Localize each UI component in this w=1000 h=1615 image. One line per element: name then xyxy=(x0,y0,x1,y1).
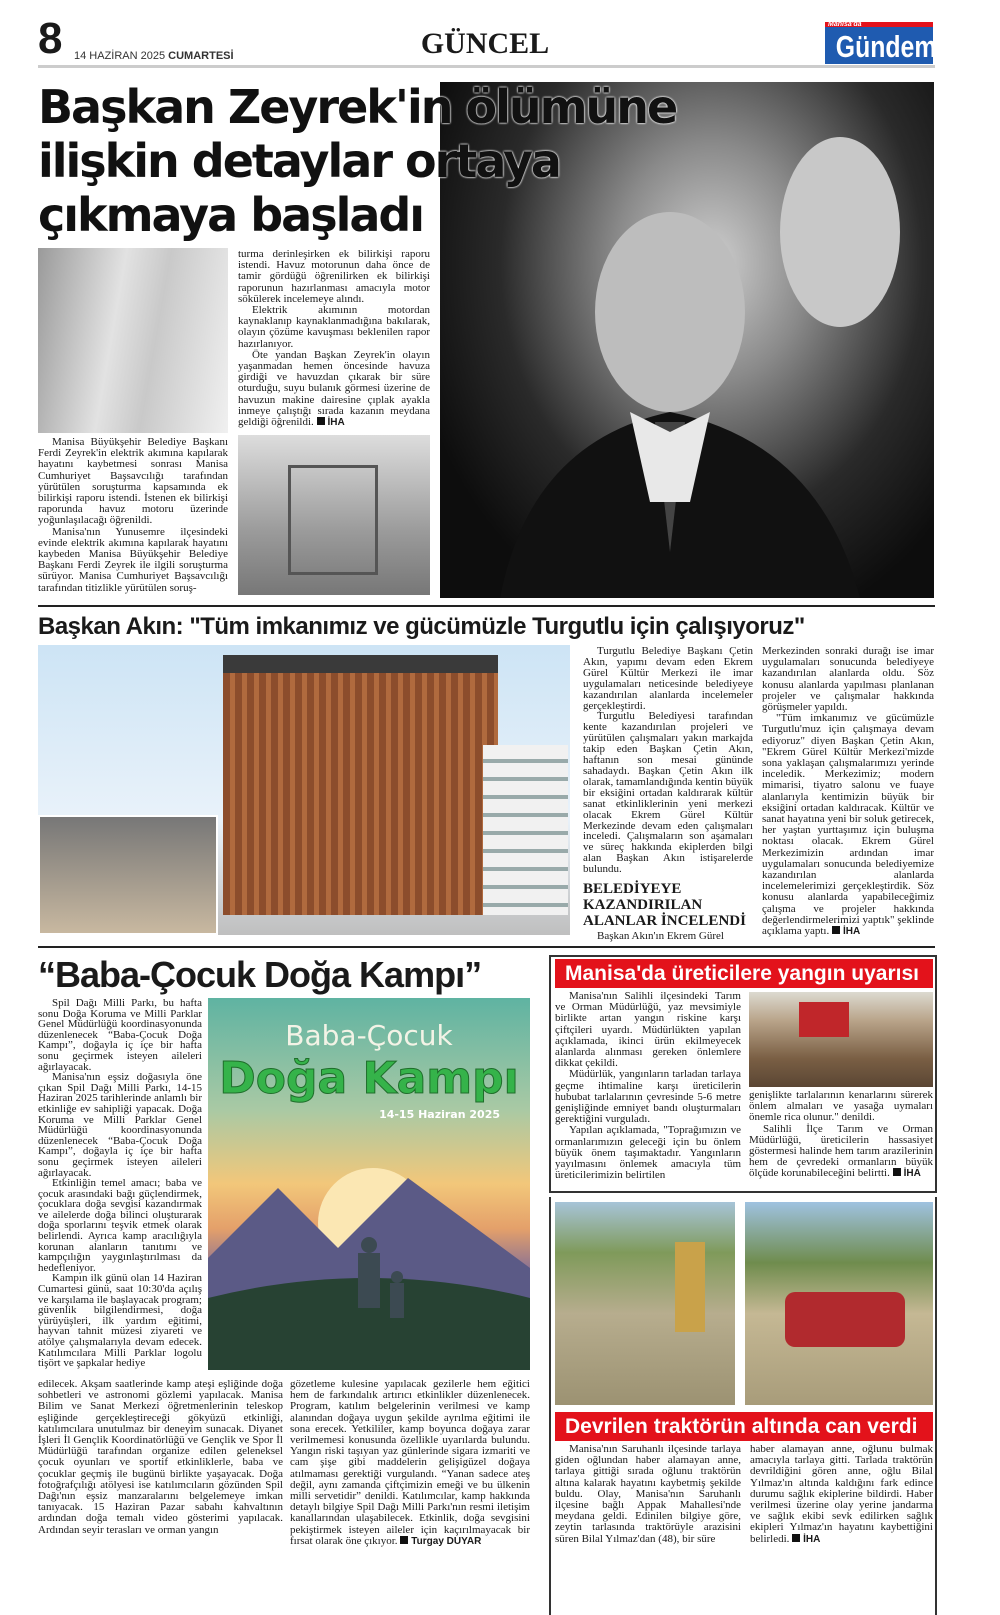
paragraph xyxy=(762,713,934,937)
article4-headline: Manisa'da üreticilere yangın uyarısı xyxy=(555,959,933,988)
pool-machine-room-photo xyxy=(238,435,430,595)
article3-headline: “Baba-Çocuk Doğa Kampı” xyxy=(38,954,482,995)
article2-col2 xyxy=(762,646,934,937)
paragraph: Manisa Büyükşehir Belediye Başkanı Ferdi Zeyrek'in elektrik akımına kapılarak hayatını kaybetmesi sonrası Manisa Cumhuriyet Başsavcılığı tarafından yürütülen soruşturma kapsamında ek bilirkişi raporu istendi. İstenen ek bilirkişi raporunda havuz motoru üzerinde yoğunlaşılacağı öğrenildi. xyxy=(38,436,228,527)
article3-col1 xyxy=(38,998,202,1369)
issue-date xyxy=(74,50,234,63)
agency-credit: İHA xyxy=(792,1534,820,1545)
day: CUMARTESİ xyxy=(168,50,234,62)
paragraph: Manisa'nın Yunusemre ilçesindeki evinde elektrik akımına kapılarak hayatını kaybeden Manisa Büyükşehir Belediye Başkanı Ferdi Zeyrek ile ilgili soruşturma sürüyor. Manisa Cumhuriyet Başsavcılığı tarafından titizlikle yürütülen soruş- xyxy=(38,525,228,594)
paragraph: genişlikte tarlalarının kenarlarını sürerek önlem almaları ve yasağa uymaları önemle rica olunur." denildi. xyxy=(749,1089,933,1124)
agency-credit: İHA xyxy=(893,1168,921,1179)
article3-col3 xyxy=(290,1379,530,1547)
pool-motor-photo xyxy=(38,248,228,433)
date: 14 HAZİRAN 2025 xyxy=(74,50,166,62)
article5-headline: Devrilen traktörün altında can verdi xyxy=(555,1412,933,1441)
paragraph: Elektrik akımının motordan kaynaklanıp kaynaklanmadığına bakılarak, olayın çözüme kavuşması beklenilen rapor hazırlanıyor. xyxy=(238,304,430,350)
paragraph: gözetleme kulesine yapılacak gezilerle hem eğitici hem de farkındalık artırıcı etkinlikler düzenlenecek. Program, katılım belgelerinin verilmesi ve kamp alanından doğaya uygun şekilde ayrılma eğitimi ile sona erecek. Yetkililer, kamp boyunca doğaya zarar verilmemesi konusunda özellikle uyarılarda bulundu. Yangın riski taşıyan yaz günlerinde sigara izmariti ve cam şişe gibi maddelerin gelişigüzel doğaya atılmaması gerektiği vurgulandı. “Yanan sadece ateş değil, aynı zamanda çiftçimizin emeği ve bu ülkenin milli servetidir” denildi. Katılımcılar, kamp hakkında detaylı bilgiye Spil Dağı Milli Parkı'nın resmi iletişim kanallarından ulaşabilecek. Etkinlik, doğa sevgisini pekiştirmek isteyen aileler için kaçırılmayacak bir fırsat olarak öne çıkıyor. xyxy=(290,1378,530,1547)
paragraph: Spil Dağı Milli Parkı, bu hafta sonu Doğa Koruma ve Milli Parklar Genel Müdürlüğü koordinasyonunda düzenlenecek “Baba-Çocuk Doğa Kampı”, doğayla iç içe bir hafta sonu geçirmek isteyen aileleri ağırlayacak. xyxy=(38,997,202,1073)
tractor xyxy=(799,1002,849,1037)
divider xyxy=(38,946,935,948)
culture-center-photo xyxy=(38,645,570,935)
paragraph: Manisa'nın eşsiz doğasıyla öne çıkan Spil Dağı Milli Parkı, 14-15 Haziran 2025 tarihlerinde anlamlı bir etkinliğe ev sahipliği yapacak. Doğa Koruma ve Milli Parklar Genel Müdürlüğü koordinasyonunda düzenlenecek “Baba-Çocuk Doğa Kampı”, doğayla iç içe bir hafta sonu geçirmek isteyen aileleri ağırlayacak. xyxy=(38,1071,202,1179)
agency-credit: İHA xyxy=(832,926,860,937)
apartment-block xyxy=(483,745,568,915)
paragraph-text: Salihli İlçe Tarım ve Orman Müdürlüğü, üreticilerin hassasiyet göstermesi halinde hem tarım arazilerinin hem de çevredeki ormanların büyük ölçüde korunabileceğini belirtti. xyxy=(749,1122,933,1180)
article2-headline: Başkan Akın: "Tüm imkanımız ve gücümüzle Turgutlu için çalışıyoruz" xyxy=(38,613,805,640)
article1-headline xyxy=(38,80,676,242)
article1-col1 xyxy=(38,437,228,594)
paragraph: Manisa'nın Salihli ilçesindeki Tarım ve Orman Müdürlüğü, yaz mevsimiyle birlikte artan yangın riskine karşı çiftçileri uyardı. Müdürlükten yapılan açıklamada, ikinci ürün ekilmeyecek alanlarda alınması gereken önlemlere dikkat çekildi. xyxy=(555,990,741,1070)
paragraph: Manisa'nın Saruhanlı ilçesinde tarlaya giden oğlundan haber alamayan anne, tarlaya gittiği sırada oğlunu traktörün altına kalarak hayatını kaybetmiş şekilde buldu. Olay, Manisa'nın Saruhanlı ilçesine bağlı Appak Mahallesi'nde meydana geldi. Edinilen bilgiye göre, zeytin tarlasında traktörüyle arazisini süren Bilal Yılmaz'dan (48), bir süre xyxy=(555,1443,741,1545)
article5-col2 xyxy=(750,1444,933,1545)
section-title: GÜNCEL xyxy=(420,27,550,60)
logo-main: Gündem xyxy=(835,29,937,64)
inset-people-photo xyxy=(38,815,218,935)
paragraph: Müdürlük, yangınların tarladan tarlaya geçme ihtimaline karşı üreticilerin hububat tarlalarının çevresinde 5-6 metre genişliğinde emniyet bandı oluşturmaları gerektiğini vurguladı. xyxy=(555,1068,741,1126)
paragraph: edilecek. Akşam saatlerinde kamp ateşi eşliğinde doğa sohbetleri ve astronomi gözlemi yapılacak. Manisa Bilim ve Sanat Merkezi öğretmenlerinin teleskop eşliğinde gerçekleştireceği gökyüzü etkinliği, katılımcılara unutulmaz bir deneyim sunacak. Diyanet İşleri İl Gençlik Koordinatörlüğü ve Gençlik ve Spor İl Müdürlüğü tarafından organize edilen geleneksel çocuk oyunları ve sportif etkinliklerle, baba ve çocuklar geçmiş ile bugünü birlikte yaşayacak. Doğa fotoğrafçılığı atölyesi ise katılımcıların gözünden Spil Dağı'nın eşsiz manzaralarını belgelemeye imkan tanıyacak. 15 Haziran Pazar sabahı kahvaltının ardından doğa temalı video gösterimi yapılacak. Ardından seyir terasları ve orman yangın xyxy=(38,1378,283,1536)
camp-poster xyxy=(208,998,530,1370)
hatch-frame xyxy=(288,465,378,575)
firefighter xyxy=(675,1242,705,1332)
overturned-tractor xyxy=(785,1292,905,1347)
article2-subhead: BELEDİYEYE KAZANDIRILAN ALANLAR İNCELENDİ xyxy=(583,881,746,930)
paragraph: Yapılan açıklamada, "Toprağımızın ve ormanlarımızın geleceği için bu önlem büyük önem taşımaktadır. Yangınların yayılmasını önlemek amacıyla tüm üreticilerimizin belirtilen xyxy=(555,1124,741,1182)
page-number: 8 xyxy=(38,14,63,63)
accident-photo-1 xyxy=(555,1202,735,1405)
article4-col2 xyxy=(749,1090,933,1180)
article5-col1 xyxy=(555,1444,741,1545)
headline-line: çıkmaya başladı xyxy=(38,188,424,242)
paragraph: Turgutlu Belediye Başkanı Çetin Akın, yapımı devam eden Ekrem Gürel Kültür Merkezi ile imar uygulamaları neticesinde belediyeye kazandırılan alanlarda incelemeler gerçekleştirdi. xyxy=(583,645,753,712)
paragraph: turma derinleşirken ek bilirkişi raporu istendi. Havuz motorunun daha önce de tamir gördüğü öğrenilirken ek bilirkişi raporunun hazırlanması amacıyla motor sökülerek incelemeye alındı. xyxy=(238,248,430,305)
article1-col2 xyxy=(238,249,430,428)
logo-top: Manisa'da xyxy=(828,21,862,28)
poster-title-line2: Doğa Kampı xyxy=(219,1053,519,1104)
paragraph: haber alamayan anne, oğlunu bulmak amacıyla tarlaya gitti. Tarlada traktörün devrildiğini gören anne, oğlu Bilal Yılmaz'ın altında kaldığını fark edince durumu sağlık ekiplerine bildirdi. Haber verilmesi üzerine olay yerine jandarma ve sağlık ekibi sevk edilirken sağlık ekipleri Yılmaz'ın hayatını kaybettiğini belirledi. xyxy=(750,1443,933,1545)
paragraph-text: Öte yandan Başkan Zeyrek'in olayın yaşanmadan hemen öncesinde havuza girdiği ve havuzdan çıkarak bir süre oturduğu, suyu bulanık görmesi üzerine de havuzun makine dairesine çıplak ayakla inmeye çalıştığı sırada kazanın meydana geldiği öğrenildi. xyxy=(238,348,430,429)
paragraph xyxy=(749,1124,933,1180)
paragraph: Kampın ilk günü olan 14 Haziran Cumartesi günü, saat 10:30'da açılış ve karşılama ile başlayacak program; güvenlik bilgilendirmesi, doğa yürüyüşleri, ilk yardım eğitimi, hayvan tahnit müzesi ziyareti ve atölye çalışmalarıyla devam edecek. Katılımcılara Milli Parklar logolu tişört ve şapkalar hediye xyxy=(38,1272,202,1370)
poster-illustration xyxy=(208,998,530,1370)
poster-title-line1: Baba-Çocuk xyxy=(285,1019,453,1052)
paragraph xyxy=(238,350,430,428)
tractor-field-photo xyxy=(749,992,933,1087)
article3-col2 xyxy=(38,1379,283,1536)
article4-col1 xyxy=(555,991,741,1181)
paragraph: Merkezinden sonraki durağı ise imar uygulamaları sonucunda belediyeye kazandırılan alanlarda oldu. Söz konusu alanlarda yapılması planlanan projeler ve çalışmalar hakkında görüşmeler yapıldı. xyxy=(762,645,934,714)
headline-line: ilişkin detaylar ortaya xyxy=(38,134,560,188)
newspaper-logo xyxy=(825,21,937,64)
divider xyxy=(38,605,935,607)
paragraph: Turgutlu Belediyesi tarafından kente kazandırılan projeleri ve yürütülen çalışmaları yakın markajda takip eden Başkan Çetin Akın, haftanın son mesai gününde sahadaydı. Başkan Çetin Akın ilk olarak, tamamlandığında kentin büyük bir eksiğini ortadan kaldırarak kültür sanat etkinliklerinin yeni merkezi olacak Ekrem Gürel Kültür Merkezinde devam eden çalışmaları inceledi. Çalışmaların son aşamaları ve süreç hakkında ekiplerden bilgi alan Başkan Akın istişarelerde bulundu. xyxy=(583,710,753,876)
accident-photo-2 xyxy=(745,1202,933,1405)
building-facade xyxy=(223,655,498,915)
agency-credit: İHA xyxy=(317,417,345,428)
poster-date: 14-15 Haziran 2025 xyxy=(379,1108,500,1121)
header-rule xyxy=(38,65,935,68)
headline-line: Başkan Zeyrek'in ölümüne xyxy=(38,80,677,134)
article2-col1 xyxy=(583,646,753,942)
paragraph: Başkan Akın'ın Ekrem Gürel xyxy=(597,930,724,943)
author-credit: Turgay DUYAR xyxy=(400,1536,481,1547)
paragraph: Etkinliğin temel amacı; baba ve çocuk arasındaki bağı güçlendirmek, çocuklara doğa sevgisi kazandırmak ve ailelerde doğa bilinci oluşturarak doğa sporlarını teşvik etmek olarak belirlendi. Ayrıca kamp aracılığıyla korunan alanların tanıtımı ve kampçılığın yaygınlaştırılması da hedefleniyor. xyxy=(38,1177,202,1274)
paragraph-text: "Tüm imkanımız ve gücümüzle Turgutlu'muz için çalışmaya devam ediyoruz" diyen Başkan Çetin Akın, "Ekrem Gürel Kültür Merkezi'mizde sona yaklaşan çalışmalarımızı yerinde inceledik. Merkezimiz; modern mimarisi, tiyatro salonu ve fuaye alanlarıyla kentimizin büyük bir eksiğini ortadan kaldıracak. Kültür ve sanat hayatına yeni bir soluk getirecek, her yaştan yurttaşımız için buluşma noktası olacak. Ekrem Gürel Merkezimizin ardından imar uygulamaları sonucunda belediyemize kazandırılan alanlarda incelemelerimizi gerçekleştirdik. Söz konusu alanlarda yapabileceğimiz çalışma ve projeler hakkında değerlendirmelerimizi yaptık" şeklinde açıklama yaptı. xyxy=(762,712,934,938)
